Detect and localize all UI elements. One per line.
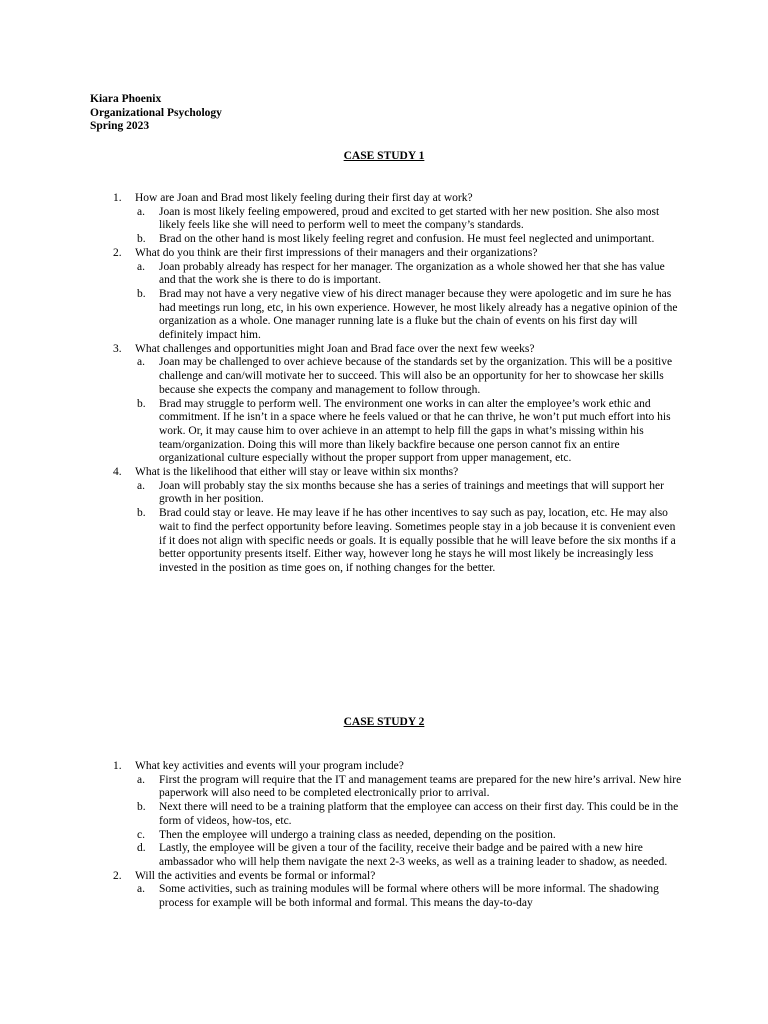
answer-item xyxy=(137,356,683,397)
answer-letter: b. xyxy=(137,801,146,814)
question-text: Will the activities and events be formal or informal? xyxy=(135,869,376,882)
document-header xyxy=(90,93,222,134)
question-number: 1. xyxy=(113,760,122,772)
answer-text: Joan may be challenged to over achieve because of the standards set by the organization. This will be a positive challenge and can/will motivate her to succeed. This will also be an opportunity for her to showcase her skills because she expects the company and management to follow through. xyxy=(159,356,673,396)
answer-letter: b. xyxy=(137,287,146,300)
answer-text: Brad may not have a very negative view of his direct manager because they were apologetic and im sure he has had meetings run long, etc, in his own experience. However, he most likely already has a negative opinion of the organization as a whole. One manager running late is a fluke but the chain of events on his first day will definitely impact him. xyxy=(159,287,678,342)
question-text: How are Joan and Brad most likely feeling during their first day at work? xyxy=(135,192,473,204)
question-item xyxy=(113,760,683,774)
question-number: 2. xyxy=(113,869,122,882)
answer-item xyxy=(137,801,683,828)
answer-text: Joan will probably stay the six months because she has a series of trainings and meetings that will support her growth in her position. xyxy=(159,479,664,506)
answer-text: Some activities, such as training modules will be formal where others will be more informal. The shadowing process for example will be both informal and formal. This means the day-to-day xyxy=(159,883,659,910)
question-text: What is the likelihood that either will stay or leave within six months? xyxy=(135,466,459,479)
answer-item xyxy=(137,233,683,247)
answer-letter: b. xyxy=(137,507,146,520)
answer-letter: a. xyxy=(137,773,145,786)
answer-letter: a. xyxy=(137,205,145,218)
question-text: What challenges and opportunities might Joan and Brad face over the next few weeks? xyxy=(135,342,535,355)
answer-letter: a. xyxy=(137,883,145,896)
answer-text: Joan is most likely feeling empowered, proud and excited to get started with her new position. She also most likely feels like she will need to perform well to meet the company’s standards. xyxy=(159,205,660,232)
answer-item xyxy=(137,883,683,910)
answer-text: Next there will need to be a training platform that the employee can access on their first day. This could be in the form of videos, how-tos, etc. xyxy=(159,801,679,827)
case-study-2-title: CASE STUDY 2 xyxy=(343,716,425,728)
answer-text: Brad on the other hand is most likely feeling regret and confusion. He must feel neglected and unimportant. xyxy=(159,233,655,246)
term: Spring 2023 xyxy=(90,120,150,132)
course-name: Organizational Psychology xyxy=(90,106,222,119)
question-number: 2. xyxy=(113,246,122,259)
question-item xyxy=(113,247,683,261)
case-study-1-title: CASE STUDY 1 xyxy=(343,150,425,162)
author-name: Kiara Phoenix xyxy=(90,93,162,105)
question-number: 1. xyxy=(113,192,122,204)
answer-text: Brad could stay or leave. He may leave if he has other incentives to say such as pay, location, etc. He may also wait to find the perfect opportunity before leaving. Sometimes people stay in a job because it is convenient even if it does not align with specific needs or goals. It is equally possible that he will leave before the six months if a better opportunity presents itself. Either way, however long he stays he will most likely be increasingly less invested in the position as time goes on, if nothing changes for the better. xyxy=(159,507,676,574)
answer-item xyxy=(137,842,683,869)
answer-letter: a. xyxy=(137,260,145,273)
answer-letter: b. xyxy=(137,397,146,410)
answer-letter: a. xyxy=(137,356,145,369)
case-study-1-questions xyxy=(113,192,683,576)
question-item xyxy=(113,466,683,480)
question-item xyxy=(113,870,683,884)
answer-item xyxy=(137,398,683,467)
answer-item xyxy=(137,261,683,288)
answer-item xyxy=(137,288,683,343)
answer-item xyxy=(137,829,683,843)
case-study-2-questions xyxy=(113,760,683,911)
question-item xyxy=(113,192,683,206)
answer-letter: b. xyxy=(137,233,146,246)
answer-item xyxy=(137,507,683,576)
answer-text: Lastly, the employee will be given a tour of the facility, receive their badge and be paired with a new hire ambassador who will help them navigate the next 2-3 weeks, as well as a training leader to shadow, as needed. xyxy=(159,842,668,868)
answer-item xyxy=(137,206,683,233)
question-text: What do you think are their first impressions of their managers and their organizations? xyxy=(135,246,538,259)
answer-text: Brad may struggle to perform well. The environment one works in can alter the employee’s work ethic and commitment. If he isn’t in a space where he feels valued or that he can thrive, he won’t put much effort into his work. Or, it may cause him to over achieve in an attempt to help fill the gaps in what’s missing within his team/organization. Doing this will more than likely backfire because one person cannot fix an entire organizational culture especially without the proper support from upper management, etc. xyxy=(159,397,671,465)
answer-letter: a. xyxy=(137,479,145,492)
answer-text: Joan probably already has respect for her manager. The organization as a whole showed her that she has value and that the work she is there to do is important. xyxy=(159,260,665,287)
question-item xyxy=(113,343,683,357)
answer-letter: c. xyxy=(137,828,145,841)
question-text: What key activities and events will your program include? xyxy=(135,760,404,772)
answer-item xyxy=(137,480,683,507)
question-number: 4. xyxy=(113,466,122,479)
question-number: 3. xyxy=(113,342,122,355)
answer-item xyxy=(137,774,683,801)
answer-letter: d. xyxy=(137,842,146,855)
answer-text: Then the employee will undergo a training class as needed, depending on the position. xyxy=(159,828,556,841)
answer-text: First the program will require that the IT and management teams are prepared for the new hire’s arrival. New hire paperwork will also need to be completed electronically prior to arrival. xyxy=(159,773,682,800)
